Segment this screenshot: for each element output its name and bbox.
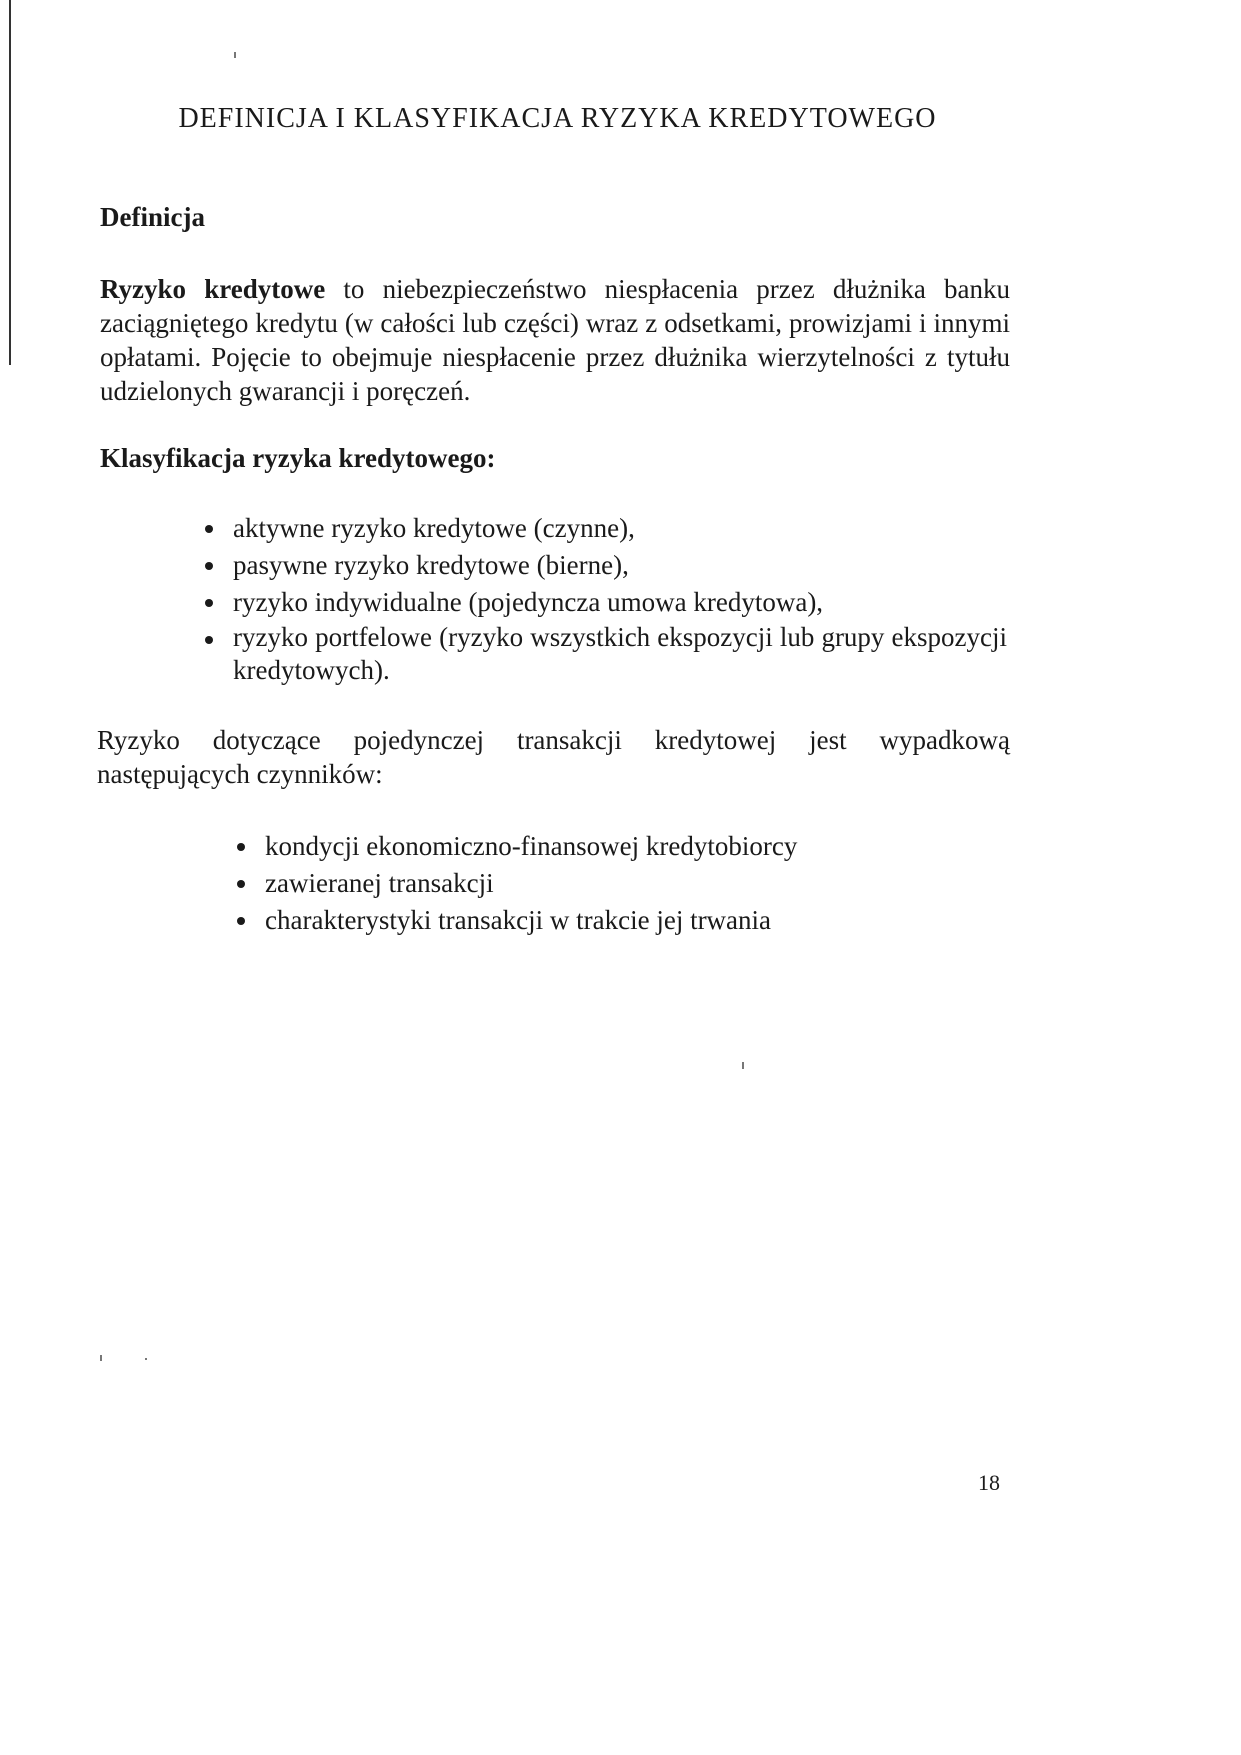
defined-term: Ryzyko kredytowe: [100, 274, 326, 304]
scan-speck: [145, 1358, 147, 1360]
page-title: DEFINICJA I KLASYFIKACJA RYZYKA KREDYTOWEGO: [178, 103, 937, 134]
list-item: zawieranej transakcji: [237, 865, 937, 902]
list-item: charakterystyki transakcji w trakcie jej trwania: [237, 902, 937, 939]
section-heading-classification: Klasyfikacja ryzyka kredytowego:: [100, 443, 496, 473]
list-item: ryzyko portfelowe (ryzyko wszystkich ekspozycji lub grupy ekspozycji kredytowych).: [205, 621, 1007, 687]
list-item: ryzyko indywidualne (pojedyncza umowa kredytowa),: [205, 584, 1007, 621]
scan-edge-line: [9, 0, 11, 365]
classification-list: [205, 510, 1007, 687]
section-heading-definition: Definicja: [100, 202, 205, 232]
definition-paragraph: [100, 272, 1010, 408]
page-number: 18: [978, 1470, 1000, 1495]
scan-speck: [100, 1355, 102, 1361]
factors-paragraph: Ryzyko dotyczące pojedynczej transakcji kredytowej jest wypadkową następujących czynników:: [97, 725, 1010, 789]
scan-speck: [742, 1062, 744, 1069]
definition-text: to niebezpieczeństwo niespłacenia przez dłużnika banku zaciągniętego kredytu (w całości lub części) wraz z odsetkami, prowizjami i innymi opłatami. Pojęcie to obejmuje niespłacenie przez dłużnika wierzytelności z tytułu udzielonych gwarancji i poręczeń.: [100, 274, 1010, 406]
scan-speck: [234, 52, 236, 58]
list-item: kondycji ekonomiczno-finansowej kredytobiorcy: [237, 828, 937, 865]
list-item: pasywne ryzyko kredytowe (bierne),: [205, 547, 1007, 584]
list-item: aktywne ryzyko kredytowe (czynne),: [205, 510, 1007, 547]
factors-list: [237, 828, 937, 939]
